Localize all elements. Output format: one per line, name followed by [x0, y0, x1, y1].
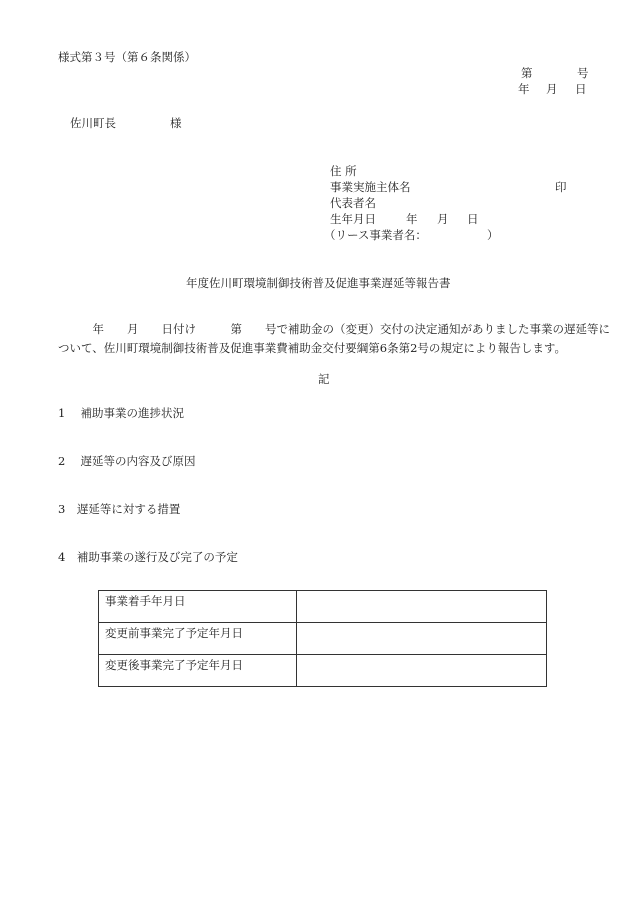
- lease-company-label: （リース事業者名：: [324, 228, 427, 242]
- table-row: [99, 623, 547, 655]
- table-row: [99, 591, 547, 623]
- form-reference: 様式第３号（第６条関係）: [58, 50, 196, 64]
- doc-number-prefix: 第: [521, 66, 533, 80]
- representative-label: 代表者名: [330, 196, 376, 210]
- revised-completion-label: 変更後事業完了予定年月日: [99, 655, 297, 687]
- doc-number-suffix: 号: [577, 66, 589, 80]
- doc-date-year: 年: [518, 82, 530, 96]
- schedule-table: [98, 590, 547, 687]
- addressee-name: 佐川町長: [70, 116, 116, 130]
- item-2: 2 遅延等の内容及び原因: [58, 454, 196, 468]
- start-date-label: 事業着手年月日: [99, 591, 297, 623]
- original-completion-cell: [297, 623, 547, 655]
- applicant-address-label: 住 所: [330, 164, 357, 178]
- birth-date-label: 生年月日: [330, 212, 376, 226]
- birth-date-month: 月: [437, 212, 449, 226]
- original-completion-label: 変更前事業完了予定年月日: [99, 623, 297, 655]
- item-3: 3 遅延等に対する措置: [58, 502, 181, 516]
- lease-company-close: ）: [487, 228, 499, 242]
- item-4: 4 補助事業の遂行及び完了の予定: [58, 550, 238, 564]
- revised-completion-cell: [297, 655, 547, 687]
- body-line-2: ついて、佐川町環境制御技術普及促進事業費補助金交付要綱第6条第2号の規定により報告します。: [58, 341, 566, 355]
- doc-date-day: 日: [575, 82, 587, 96]
- seal-mark: 印: [555, 180, 567, 194]
- start-date-cell: [297, 591, 547, 623]
- ki-heading: 記: [318, 372, 330, 386]
- item-1: 1 補助事業の進捗状況: [58, 406, 184, 420]
- applicant-entity-label: 事業実施主体名: [330, 180, 411, 194]
- birth-date-year: 年: [406, 212, 418, 226]
- body-line-1: 年 月 日付け 第 号で補助金の（変更）交付の決定通知がありました事業の遅延等に: [58, 322, 610, 336]
- document-title: 年度佐川町環境制御技術普及促進事業遅延等報告書: [186, 276, 451, 290]
- birth-date-day: 日: [467, 212, 479, 226]
- doc-date-month: 月: [546, 82, 558, 96]
- report-body: [58, 320, 610, 358]
- table-row: [99, 655, 547, 687]
- addressee-honorific: 様: [170, 116, 182, 130]
